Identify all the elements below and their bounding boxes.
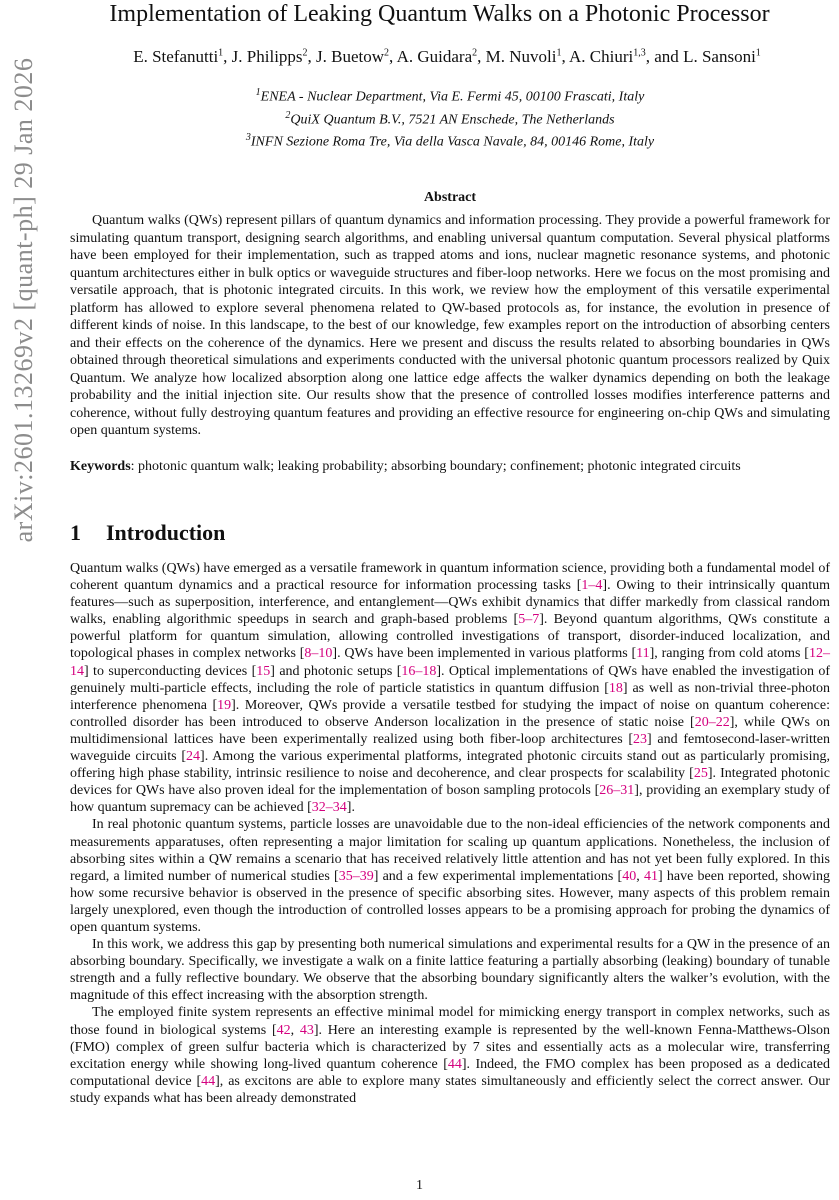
author-affiliation-mark: 2 bbox=[302, 47, 308, 59]
citation-link[interactable]: 44 bbox=[447, 1056, 462, 1072]
author-name: E. Stefanutti bbox=[133, 47, 219, 66]
section-body bbox=[70, 560, 830, 1107]
body-paragraph bbox=[70, 560, 830, 816]
author-affiliation-mark: 2 bbox=[384, 47, 390, 59]
affiliation-mark: 3 bbox=[245, 132, 251, 144]
body-text: ]. Owing to their intrinsically quantum features—such as superposition, interference, and entanglement—QWs exhibit dynamics that differ markedly from classical random walks, enabling algorithmic speedups in search and graph-based problems [ bbox=[70, 578, 830, 628]
body-text: In this work, we address this gap by presenting both numerical simulations and experimental results for a QW in the presence of an absorbing boundary. Specifically, we investigate a walk on a finite lattice featuring a partially absorbing (leaking) boundary of tunable strength and a fully reflective boundary. We observe that the absorbing boundary significantly alters the walker’s evolution, with the magnitude of this effect increasing with the absorption strength. bbox=[70, 937, 830, 1004]
citation-link[interactable]: 15 bbox=[256, 663, 271, 679]
author bbox=[316, 47, 397, 66]
body-text: ] have been reported, showing how some recursive behavior is observed in the presence of specific absorbing sites. However, many aspects of this problem remain largely unexplored, even though the introduction of controlled losses appears to be a promising approach for probing the dynamics of open quantum systems. bbox=[70, 868, 830, 935]
affiliation-list bbox=[70, 84, 830, 152]
body-text: The employed finite system represents an effective minimal model for mimicking energy transport in complex networks, such as those found in biological systems [ bbox=[70, 1005, 830, 1038]
citation-link[interactable]: 26–31 bbox=[599, 783, 635, 799]
keywords-text: : photonic quantum walk; leaking probability; absorbing boundary; confinement; photonic integrated circuits bbox=[130, 459, 741, 474]
author-name: M. Nuvoli bbox=[485, 47, 557, 66]
author-separator: , bbox=[307, 47, 317, 66]
abstract-text: Quantum walks (QWs) represent pillars of quantum dynamics and information processing. They provide a powerful framework for simulating quantum transport, designing search algorithms, and enabling universal quantum computation. Several physical platforms have been employed for their implementation, such as trapped atoms and ions, nuclear magnetic resonance systems, and photonic quantum architectures either in bulk optics or waveguide structures and fiber-loop networks. Here we focus on the most promising and versatile approach, that is photonic integrated circuits. In this work, we review how the employment of this versatile experimental platform has allowed to explore several phenomena related to QW-based protocols as, for instance, the evolution in presence of different kinds of noise. In this landscape, to the best of our knowledge, few examples report on the introduction of absorbing centers and their effects on the coherence of the dynamics. Here we present and discuss the results related to absorbing boundaries in QWs obtained through theoretical simulations and experiments conducted with the universal photonic quantum processors realized by Quix Quantum. We analyze how localized absorption along one lattice edge affects the walker dynamics depending on both the leakage probability and the initial injection site. Our results show that the presence of controlled losses modifies interference patterns and coherence, without fully destroying quantum features and providing an effective resource for engineering on-chip QWs and simulating open quantum systems. bbox=[70, 213, 830, 438]
author-name: J. Philipps bbox=[231, 47, 303, 66]
citation-link[interactable]: 35–39 bbox=[338, 868, 374, 884]
author bbox=[486, 47, 569, 66]
affiliation-mark: 1 bbox=[255, 87, 261, 98]
affiliation-mark: 2 bbox=[285, 109, 291, 121]
author-affiliation-mark: 1 bbox=[556, 47, 562, 59]
arxiv-stamp bbox=[6, 0, 42, 600]
author bbox=[683, 47, 761, 66]
section-heading bbox=[70, 520, 225, 546]
citation-link[interactable]: 16–18 bbox=[401, 663, 437, 679]
body-text: ] and a few experimental implementations [ bbox=[373, 868, 623, 884]
body-text: ] as well as non-trivial three-photon interference phenomena [ bbox=[70, 680, 830, 713]
citation-link[interactable]: 5–7 bbox=[518, 612, 540, 628]
author-name: L. Sansoni bbox=[683, 47, 756, 66]
citation-link[interactable]: 43 bbox=[299, 1022, 314, 1038]
citation-link[interactable]: 19 bbox=[217, 697, 232, 713]
section-number: 1 bbox=[70, 520, 81, 545]
arxiv-stamp-text: arXiv:2601.13269v2 [quant-ph] 29 Jan 2026 bbox=[9, 57, 38, 543]
citation-link[interactable]: 41 bbox=[643, 868, 658, 884]
citation-link[interactable]: 1–4 bbox=[581, 578, 603, 594]
body-text: ], ranging from cold atoms [ bbox=[649, 646, 809, 662]
citation-link[interactable]: 11 bbox=[636, 646, 650, 662]
affiliation-text: INFN Sezione Roma Tre, Via della Vasca Navale, 84, 00146 Rome, Italy bbox=[250, 134, 655, 150]
author-affiliation-mark: 1 bbox=[218, 47, 224, 59]
affiliation-text: ENEA - Nuclear Department, Via E. Fermi 45, 00100 Frascati, Italy bbox=[260, 89, 645, 105]
citation-link[interactable]: 44 bbox=[201, 1073, 216, 1089]
author-affiliation-mark: 1,3 bbox=[633, 47, 646, 59]
body-text: ]. Beyond quantum algorithms, QWs constitute a powerful platform for quantum simulation, allowing controlled investigations of transport, disorder-induced localization, and topological phases in complex networks [ bbox=[70, 612, 830, 662]
citation-link[interactable]: 25 bbox=[693, 766, 708, 782]
body-text: ], while QWs on multidimensional lattices have been experimentally realized using both fiber-loop architectures [ bbox=[70, 714, 830, 747]
citation-link[interactable]: 23 bbox=[633, 731, 648, 747]
body-text: ], as excitons are able to explore many states simultaneously and efficiently select the correct answer. Our study expands what has been already demonstrated bbox=[70, 1073, 830, 1106]
body-paragraph bbox=[70, 1004, 830, 1107]
body-text: In real photonic quantum systems, particle losses are unavoidable due to the non-ideal efficiencies of the network components and measurements apparatuses, often representing a major limitation for scaling up quantum applications. Nonetheless, the inclusion of absorbing sites within a QW remains a scenario that has received relatively little attention and has not yet been fully explored. In this regard, a limited number of numerical studies [ bbox=[70, 817, 830, 884]
body-text: ] and photonic setups [ bbox=[270, 663, 402, 679]
body-text: ]. QWs have been implemented in various platforms [ bbox=[332, 646, 637, 662]
affiliation-text: QuiX Quantum B.V., 7521 AN Enschede, The Netherlands bbox=[290, 112, 615, 128]
body-text: ]. Moreover, QWs provide a versatile testbed for studying the impact of noise on quantum coherence: controlled disorder has been introduced to observe Anderson localization in the presence of static noise [ bbox=[70, 697, 830, 730]
body-text: ] to superconducting devices [ bbox=[84, 663, 257, 679]
author bbox=[232, 47, 316, 66]
citation-link[interactable]: 24 bbox=[186, 749, 201, 765]
affiliation bbox=[70, 129, 830, 152]
citation-link[interactable]: 8–10 bbox=[304, 646, 333, 662]
body-text: Quantum walks (QWs) have emerged as a versatile framework in quantum information science, providing both a fundamental model of coherent quantum dynamics and a practical resource for information processing tasks [ bbox=[70, 561, 830, 594]
body-text: ]. Here an interesting example is represented by the well-known Fenna-Matthews-Olson (FMO) complex of green sulfur bacteria which is characterized by 7 sites and essentially acts as a molecular wire, transferring excitation energy while showing long-lived quantum coherence [ bbox=[70, 1022, 831, 1072]
author-separator: , bbox=[561, 47, 570, 66]
body-text: ]. Integrated photonic devices for QWs have also proven ideal for the implementation of boson sampling protocols [ bbox=[70, 766, 830, 799]
body-paragraph bbox=[70, 936, 830, 1004]
body-text: ], providing an exemplary study of how quantum supremacy can be achieved [ bbox=[70, 783, 830, 816]
body-text: ]. bbox=[346, 800, 355, 816]
author-separator: , bbox=[477, 47, 486, 66]
author-affiliation-mark: 2 bbox=[472, 47, 478, 59]
body-text: ]. Among the various experimental platforms, integrated photonic circuits stand out as particularly promising, offering high phase stability, intrinsic resilience to noise and decoherence, and clear prospects for scalability [ bbox=[70, 749, 830, 782]
affiliation bbox=[70, 107, 830, 130]
body-text: , bbox=[636, 868, 644, 884]
citation-link[interactable]: 18 bbox=[608, 680, 623, 696]
body-text: ] and femtosecond-laser-written waveguide circuits [ bbox=[70, 731, 830, 765]
author bbox=[133, 47, 231, 66]
author-separator: , bbox=[223, 47, 232, 66]
author-affiliation-mark: 1 bbox=[755, 47, 761, 59]
abstract-heading: Abstract bbox=[423, 190, 477, 205]
author-list bbox=[55, 47, 839, 67]
author-separator: , and bbox=[645, 47, 684, 66]
author bbox=[569, 47, 683, 66]
citation-link[interactable]: 20–22 bbox=[694, 714, 730, 730]
author-name: J. Buetow bbox=[316, 47, 385, 66]
body-text: ]. Indeed, the FMO complex has been proposed as a dedicated computational device [ bbox=[70, 1056, 830, 1089]
keywords bbox=[70, 458, 830, 476]
author-name: A. Chiuri bbox=[569, 47, 634, 66]
citation-link[interactable]: 40 bbox=[622, 868, 637, 884]
paper-title: Implementation of Leaking Quantum Walks on a Photonic Processor bbox=[109, 1, 770, 27]
author-separator: , bbox=[389, 47, 397, 66]
affiliation bbox=[70, 84, 830, 107]
body-paragraph bbox=[70, 816, 830, 936]
section-title: Introduction bbox=[106, 520, 226, 545]
page-number: 1 bbox=[416, 1178, 423, 1193]
body-text: , bbox=[290, 1022, 300, 1038]
body-text: ]. Optical implementations of QWs have enabled the investigation of genuinely multi-particle effects, including the role of particle statistics in quantum diffusion [ bbox=[70, 663, 831, 696]
citation-link[interactable]: 42 bbox=[276, 1022, 291, 1038]
citation-link[interactable]: 32–34 bbox=[311, 800, 347, 816]
author bbox=[397, 47, 486, 66]
author-name: A. Guidara bbox=[396, 47, 473, 66]
keywords-label: Keywords bbox=[70, 459, 131, 474]
citation-link[interactable]: 12–14 bbox=[70, 646, 830, 679]
